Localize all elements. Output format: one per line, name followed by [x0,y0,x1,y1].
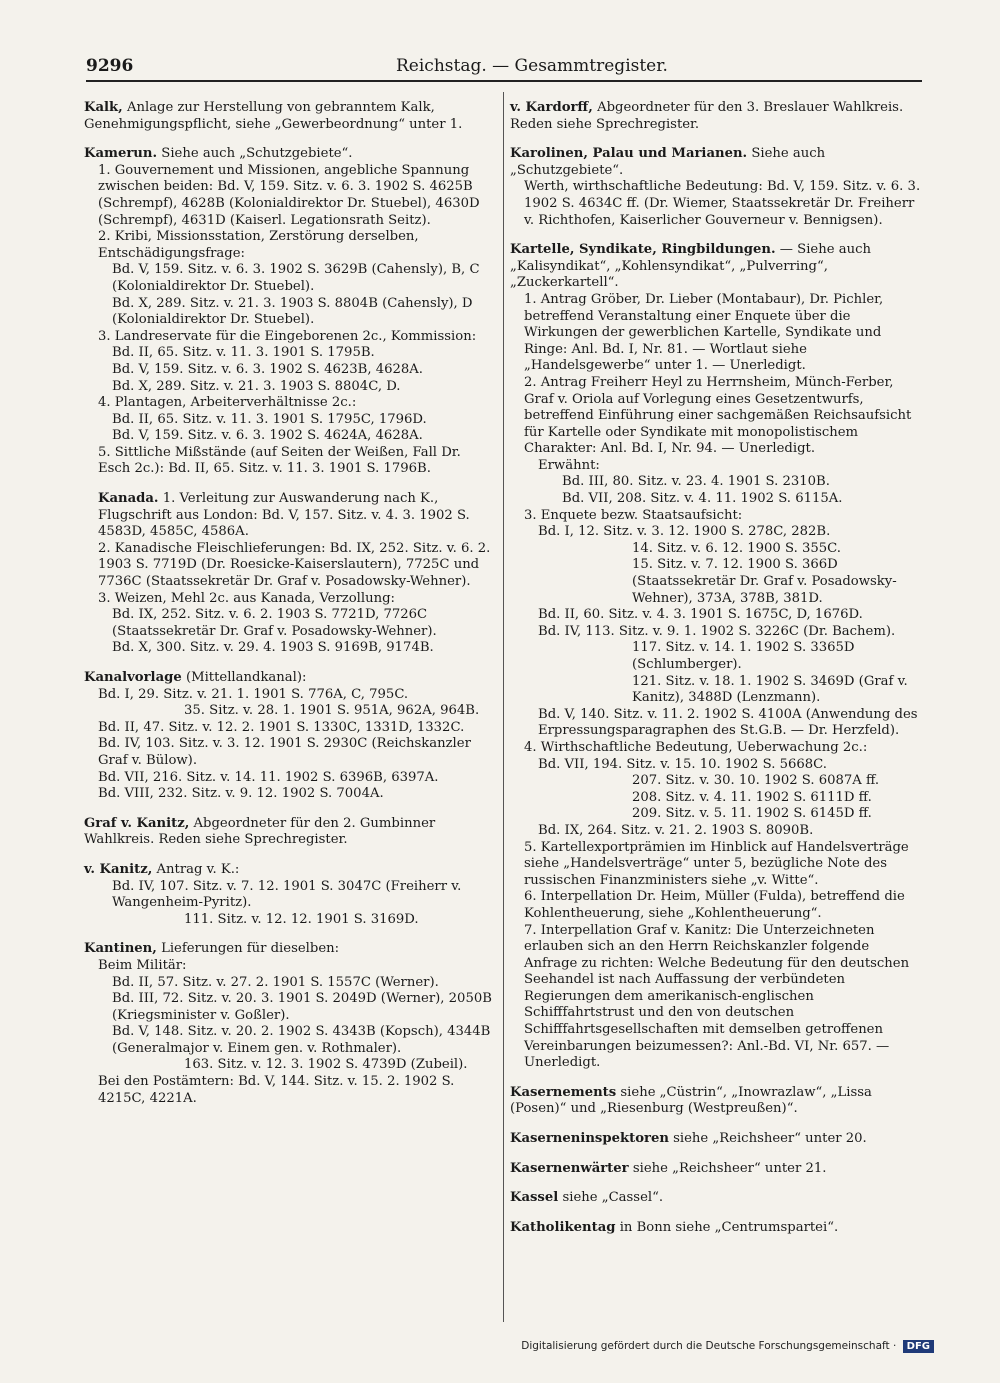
entry-line [84,912,496,929]
entry-line [510,100,924,133]
entry-line [510,508,924,525]
index-entry [510,100,924,133]
entry-text: 3. Landreservate für die Eingeborenen 2c., Kommission: [98,328,477,344]
entry-headword: Kaserneninspektoren [510,1131,669,1147]
entry-line [84,262,496,295]
entry-text: Bd. I, 12. Sitz. v. 3. 12. 1900 S. 278C, 282B. [538,524,831,540]
entry-line [84,1057,496,1074]
entry-line [510,823,924,840]
index-entry [510,1220,924,1237]
entry-line [84,163,496,229]
entry-line [84,720,496,737]
entry-text: Bd. V, 140. Sitz. v. 11. 2. 1902 S. 4100A (Anwendung des Erpressungsparagraphen des St.G.B. — Dr. Herzfeld). [538,706,918,739]
entry-text: Bd. II, 65. Sitz. v. 11. 3. 1901 S. 1795B. [112,345,375,361]
entry-text: Bd. III, 80. Sitz. v. 23. 4. 1901 S. 2310B. [562,474,830,490]
entry-text: 4. Wirthschaftliche Bedeutung, Ueberwachung 2c.: [524,739,868,755]
entry-line [84,862,496,879]
entry-text: 3. Enquete bezw. Staatsaufsicht: [524,507,743,523]
entry-line [84,345,496,362]
entry-text: 14. Sitz. v. 6. 12. 1900 S. 355C. [632,540,841,556]
entry-line [84,1074,496,1107]
entry-text: Bd. II, 65. Sitz. v. 11. 3. 1901 S. 1795C, 1796D. [112,411,427,427]
entry-line [84,607,496,640]
entry-headword: Kanalvorlage [84,670,182,685]
entry-text: 2. Kanadische Fleischlieferungen: Bd. IX, 252. Sitz. v. 6. 2. 1903 S. 7719D (Dr. Roesicke-Kaiserslautern), 7725C und 7736C (Staatssekretär Dr. Graf v. Posadowsky-Wehner). [98,540,491,590]
footer-credit: Digitalisierung gefördert durch die Deutsche Forschungsgemeinschaft · [521,1340,897,1352]
entry-line [510,1190,924,1207]
entry-line [510,375,924,458]
entry-text: in Bonn siehe „Centrumspartei“. [619,1219,839,1235]
index-entry [84,100,496,133]
entry-text: Bd. X, 289. Sitz. v. 21. 3. 1903 S. 8804B (Cahensly), D (Kolonialdirektor Dr. Stuebel). [112,295,473,328]
entry-headword: Kalk, [84,100,123,115]
entry-text: Bd. I, 29. Sitz. v. 21. 1. 1901 S. 776A, C, 795C. [98,686,409,702]
entry-text: 111. Sitz. v. 12. 12. 1901 S. 3169D. [184,911,419,927]
entry-line [510,242,924,292]
index-entry [84,941,496,1107]
column-divider [503,92,504,1322]
entry-text: 207. Sitz. v. 30. 10. 1902 S. 6087A ff. [632,773,880,789]
entry-line [84,1024,496,1057]
index-entry [84,146,496,478]
entry-text: 117. Sitz. v. 14. 1. 1902 S. 3365D (Schlumberger). [632,640,855,672]
entry-line [84,591,496,608]
entry-line [510,806,924,823]
entry-text: siehe „Reichsheer“ unter 21. [632,1160,827,1176]
index-entry [84,862,496,928]
entry-text: Anlage zur Herstellung von gebranntem Kalk, Genehmigungspflicht, siehe „Gewerbeordnung“ unter 1. [84,100,463,132]
entry-line [84,687,496,704]
entry-text: Bd. V, 148. Sitz. v. 20. 2. 1902 S. 4343B (Kopsch), 4344B (Generalmajor v. Einem gen. v. Rothmaler). [112,1024,491,1056]
entry-text: 208. Sitz. v. 4. 11. 1902 S. 6111D ff. [632,789,872,805]
entry-text: Beim Militär: [98,957,187,973]
entry-text: Bd. VII, 194. Sitz. v. 15. 10. 1902 S. 5668C. [538,756,827,772]
entry-text: Bd. X, 289. Sitz. v. 21. 3. 1903 S. 8804C, D. [112,378,401,394]
entry-line [84,428,496,445]
entry-line [84,445,496,478]
entry-headword: Kartelle, Syndikate, Ringbildungen. [510,242,776,258]
entry-line [84,491,496,541]
entry-line [84,770,496,787]
entry-text: Bd. X, 300. Sitz. v. 29. 4. 1903 S. 9169B, 9174B. [112,640,434,656]
entry-text: Bd. VIII, 232. Sitz. v. 9. 12. 1902 S. 7004A. [98,786,384,802]
entry-text: siehe „Cüstrin“, „Inowrazlaw“, „Lissa (Posen)“ und „Riesenburg (Westpreußen)“. [510,1084,872,1117]
entry-text: Bd. V, 159. Sitz. v. 6. 3. 1902 S. 4624A, 4628A. [112,428,423,444]
entry-line [510,740,924,757]
entry-line [84,736,496,769]
entry-text: Bd. V, 159. Sitz. v. 6. 3. 1902 S. 4623B, 4628A. [112,361,423,377]
entry-line [84,412,496,429]
entry-headword: v. Kardorff, [510,100,593,115]
index-entry [84,816,496,849]
index-entry [510,146,924,229]
entry-text: Bd. IV, 103. Sitz. v. 3. 12. 1901 S. 2930C (Reichskanzler Graf v. Bülow). [98,736,471,768]
entry-line [84,379,496,396]
running-title: Reichstag. — Gesammtregister. [396,56,668,76]
entry-line [510,179,924,229]
entry-text: Bd. VII, 208. Sitz. v. 4. 11. 1902 S. 6115A. [562,491,843,507]
entry-line [84,879,496,912]
entry-line [84,703,496,720]
entry-line [510,790,924,807]
entry-line [510,1220,924,1237]
entry-line [510,889,924,922]
entry-text: 5. Kartellexportprämien im Hinblick auf Handelsverträge siehe „Handelsverträge“ unter 5, bezügliche Note des russischen Finanzministers siehe „v. Witte“. [524,839,909,888]
entry-text: 6. Interpellation Dr. Heim, Müller (Fulda), betreffend die Kohlentheuerung, siehe „Kohlentheuerung“. [524,889,905,921]
entry-text: Bd. II, 47. Sitz. v. 12. 2. 1901 S. 1330C, 1331D, 1332C. [98,719,465,735]
entry-headword: v. Kanitz, [84,861,153,877]
right-column [510,100,924,1249]
entry-text: Siehe auch „Schutzgebiete“. [510,146,826,178]
entry-text: 1. Verleitung zur Auswanderung nach K., Flugschrift aus London: Bd. V, 157. Sitz. v. 4. 3. 1902 S. 4583D, 4585C, 4586A. [98,491,470,540]
entry-line [510,1131,924,1148]
entry-headword: Graf v. Kanitz, [84,815,190,831]
page-number: 9296 [86,56,134,76]
entry-text: 4. Plantagen, Arbeiterverhältnisse 2c.: [98,395,357,411]
entry-text: Bd. II, 60. Sitz. v. 4. 3. 1901 S. 1675C, D, 1676D. [538,607,863,623]
index-entry [510,242,924,1072]
entry-line [510,524,924,541]
entry-line [84,786,496,803]
entry-line [510,773,924,790]
entry-text: Bd. IV, 107. Sitz. v. 7. 12. 1901 S. 3047C (Freiherr v. Wangenheim-Pyritz). [112,878,462,911]
entry-line [510,840,924,890]
entry-line [510,557,924,607]
entry-line [510,541,924,558]
entry-line [84,395,496,412]
entry-text: 1. Antrag Gröber, Dr. Lieber (Montabaur), Dr. Pichler, betreffend Veranstaltung einer Enquete über die Wirkungen der gewerblichen Kartelle, Syndikate und Ringe: Anl. Bd. I, Nr. 81. — Wortlaut siehe „Handelsgewerbe“ unter 1. — Unerledigt. [524,291,884,374]
entry-line [84,362,496,379]
entry-text: Bei den Postämtern: Bd. V, 144. Sitz. v. 15. 2. 1902 S. 4215C, 4221A. [98,1074,455,1106]
entry-text: (Mittellandkanal): [185,670,307,685]
entry-text: Siehe auch „Schutzgebiete“. [161,146,353,162]
entry-line [510,707,924,740]
entry-text: 2. Antrag Freiherr Heyl zu Herrnsheim, Münch-Ferber, Graf v. Oriola auf Vorlegung eines Gesetzentwurfs, betreffend Einführung einer sachgemäßen Reichsaufsicht für Kartelle oder Syndikate mit monopolistischem Charakter: Anl. Bd. I, Nr. 94. — Unerledigt. [524,374,912,457]
entry-headword: Kantinen, [84,941,157,957]
header-rule [86,80,922,82]
entry-line [84,100,496,133]
entry-line [510,1085,924,1118]
index-entry [84,491,496,657]
entry-line [510,491,924,508]
entry-line [510,923,924,1072]
entry-line [510,292,924,375]
entry-line [510,757,924,774]
entry-line [84,670,496,687]
entry-line [510,1161,924,1178]
entry-text: Erwähnt: [538,457,600,473]
entry-line [510,674,924,707]
entry-text: Bd. II, 57. Sitz. v. 27. 2. 1901 S. 1557C (Werner). [112,974,439,990]
entry-line [510,146,924,179]
entry-text: 3. Weizen, Mehl 2c. aus Kanada, Verzollung: [98,590,395,606]
entry-headword: Kassel [510,1190,559,1206]
entry-text: 121. Sitz. v. 18. 1. 1902 S. 3469D (Graf v. Kanitz), 3488D (Lenzmann). [632,673,908,706]
index-entry [510,1161,924,1178]
entry-headword: Kanada. [98,491,159,507]
footer [521,1340,934,1353]
entry-text: 209. Sitz. v. 5. 11. 1902 S. 6145D ff. [632,806,872,822]
left-column [84,100,496,1120]
index-entry [510,1190,924,1207]
index-entry [84,670,496,803]
entry-headword: Kasernenwärter [510,1160,629,1176]
entry-headword: Karolinen, Palau und Marianen. [510,146,748,162]
entry-line [84,329,496,346]
entry-headword: Kamerun. [84,146,158,162]
entry-headword: Katholikentag [510,1219,616,1235]
entry-text: 35. Sitz. v. 28. 1. 1901 S. 951A, 962A, 964B. [184,703,480,719]
entry-line [510,640,924,673]
entry-text: Bd. VII, 216. Sitz. v. 14. 11. 1902 S. 6396B, 6397A. [98,769,439,785]
entry-line [84,229,496,262]
index-entry [510,1085,924,1118]
entry-line [84,640,496,657]
entry-text: Abgeordneter für den 2. Gumbinner Wahlkreis. Reden siehe Sprechregister. [84,815,436,848]
entry-line [84,296,496,329]
entry-line [84,816,496,849]
entry-line [510,474,924,491]
entry-text: Antrag v. K.: [156,861,240,877]
entry-text: Werth, wirthschaftliche Bedeutung: Bd. V, 159. Sitz. v. 6. 3. 1902 S. 4634C ff. (Dr. Wiemer, Staatssekretär Dr. Freiherr v. Richthofen, Kaiserlicher Gouverneur v. Bennigsen). [524,179,921,228]
entry-line [510,624,924,641]
entry-text: 1. Gouvernement und Missionen, angebliche Spannung zwischen beiden: Bd. V, 159. Sitz. v. 6. 3. 1902 S. 4625B (Schrempf), 4628B (Kolonialdirektor Dr. Stuebel), 4630D (Schrempf), 4631D (Kaiserl. Legationsrath Seitz). [98,162,480,228]
index-entry [510,1131,924,1148]
entry-line [84,975,496,992]
entry-text: 15. Sitz. v. 7. 12. 1900 S. 366D (Staatssekretär Dr. Graf v. Posadowsky-Wehner), 373A, 378B, 381D. [632,557,897,606]
entry-text: 7. Interpellation Graf v. Kanitz: Die Unterzeichneten erlauben sich an den Herrn Reichskanzler folgende Anfrage zu richten: Welche Bedeutung für den deutschen Seehandel ist nach Auffassung der verbündeten Regierungen dem amerikanisch-englischen Schifffahrtstrust und den von deutschen Schifffahrtsgesellschaften mit demselben getroffenen Vereinbarungen beizumessen?: Anl.-Bd. VI, Nr. 657. — Unerledigt. [524,922,910,1071]
entry-line [84,541,496,591]
entry-text: Lieferungen für dieselben: [161,941,340,957]
entry-text: Bd. IX, 252. Sitz. v. 6. 2. 1903 S. 7721D, 7726C (Staatssekretär Dr. Graf v. Posadowsky-Wehner). [112,607,437,639]
entry-text: 2. Kribi, Missionsstation, Zerstörung derselben, Entschädigungsfrage: [98,229,419,261]
entry-text: siehe „Cassel“. [562,1190,664,1206]
entry-text: Abgeordneter für den 3. Breslauer Wahlkreis. Reden siehe Sprechregister. [510,100,904,132]
entry-text: siehe „Reichsheer“ unter 20. [673,1131,867,1147]
entry-line [84,146,496,163]
entry-text: Bd. IX, 264. Sitz. v. 21. 2. 1903 S. 8090B. [538,822,814,838]
entry-text: 163. Sitz. v. 12. 3. 1902 S. 4739D (Zubeil). [184,1057,468,1073]
entry-text: Bd. IV, 113. Sitz. v. 9. 1. 1902 S. 3226C (Dr. Bachem). [538,623,896,639]
entry-text: 5. Sittliche Mißstände (auf Seiten der Weißen, Fall Dr. Esch 2c.): Bd. II, 65. Sitz. v. 11. 3. 1901 S. 1796B. [98,444,461,477]
entry-line [84,941,496,958]
page-header [86,56,906,78]
entry-text: Bd. V, 159. Sitz. v. 6. 3. 1902 S. 3629B (Cahensly), B, C (Kolonialdirektor Dr. Stuebel). [112,262,480,294]
entry-headword: Kasernements [510,1084,617,1100]
entry-line [84,958,496,975]
entry-line [510,607,924,624]
entry-text: Bd. III, 72. Sitz. v. 20. 3. 1901 S. 2049D (Werner), 2050B (Kriegsminister v. Goßler). [112,991,492,1023]
entry-line [84,991,496,1024]
entry-text: — Siehe auch „Kalisyndikat“, „Kohlensyndikat“, „Pulverring“, „Zuckerkartell“. [510,242,871,291]
dfg-logo: DFG [903,1340,934,1353]
entry-line [510,458,924,475]
